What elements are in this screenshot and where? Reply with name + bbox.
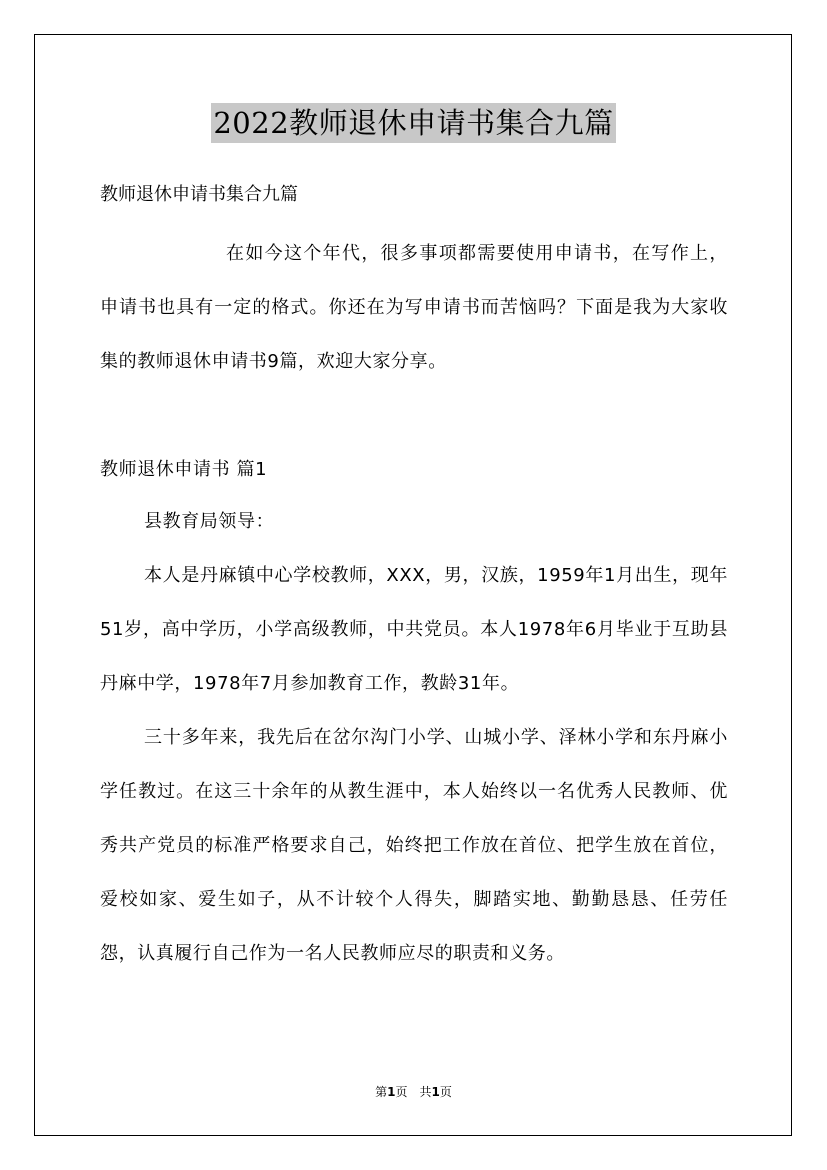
intro-paragraph: 在如今这个年代，很多事项都需要使用申请书，在写作上，申请书也具有一定的格式。你还在为写申请书而苦恼吗？下面是我为大家收集的教师退休申请书9篇，欢迎大家分享。 [100,243,728,372]
body-paragraph-2: 三十多年来，我先后在岔尔沟门小学、山城小学、泽林小学和东丹麻小学任教过。在这三十余年的从教生涯中，本人始终以一名优秀人民教师、优秀共产党员的标准严格要求自己，始终把工作放在首位、把学生放在首位，爱校如家、爱生如子，从不计较个人得失，脚踏实地、勤勤恳恳、任劳任怨，认真履行自己作为一名人民教师应尽的职责和义务。 [100,727,728,964]
document-title: 2022教师退休申请书集合九篇 [211,103,615,143]
section-heading: 教师退休申请书 篇1 [100,459,268,480]
salutation: 县教育局领导： [144,511,275,532]
page-suffix: 页 [395,1085,408,1099]
page-number: 1 [387,1085,396,1099]
total-pages: 1 [431,1085,440,1099]
total-prefix: 共 [419,1085,432,1099]
body-paragraph-1: 本人是丹麻镇中心学校教师，XXX，男，汉族，1959年1月出生，现年51岁，高中学历，小学高级教师，中共党员。本人1978年6月毕业于互助县丹麻中学，1978年7月参加教育工作，教龄31年。 [100,565,728,694]
page-prefix: 第 [375,1085,388,1099]
total-suffix: 页 [439,1085,452,1099]
document-body [100,174,728,981]
page-footer [0,1083,827,1100]
title-container [0,103,827,143]
document-subtitle: 教师退休申请书集合九篇 [100,184,298,205]
